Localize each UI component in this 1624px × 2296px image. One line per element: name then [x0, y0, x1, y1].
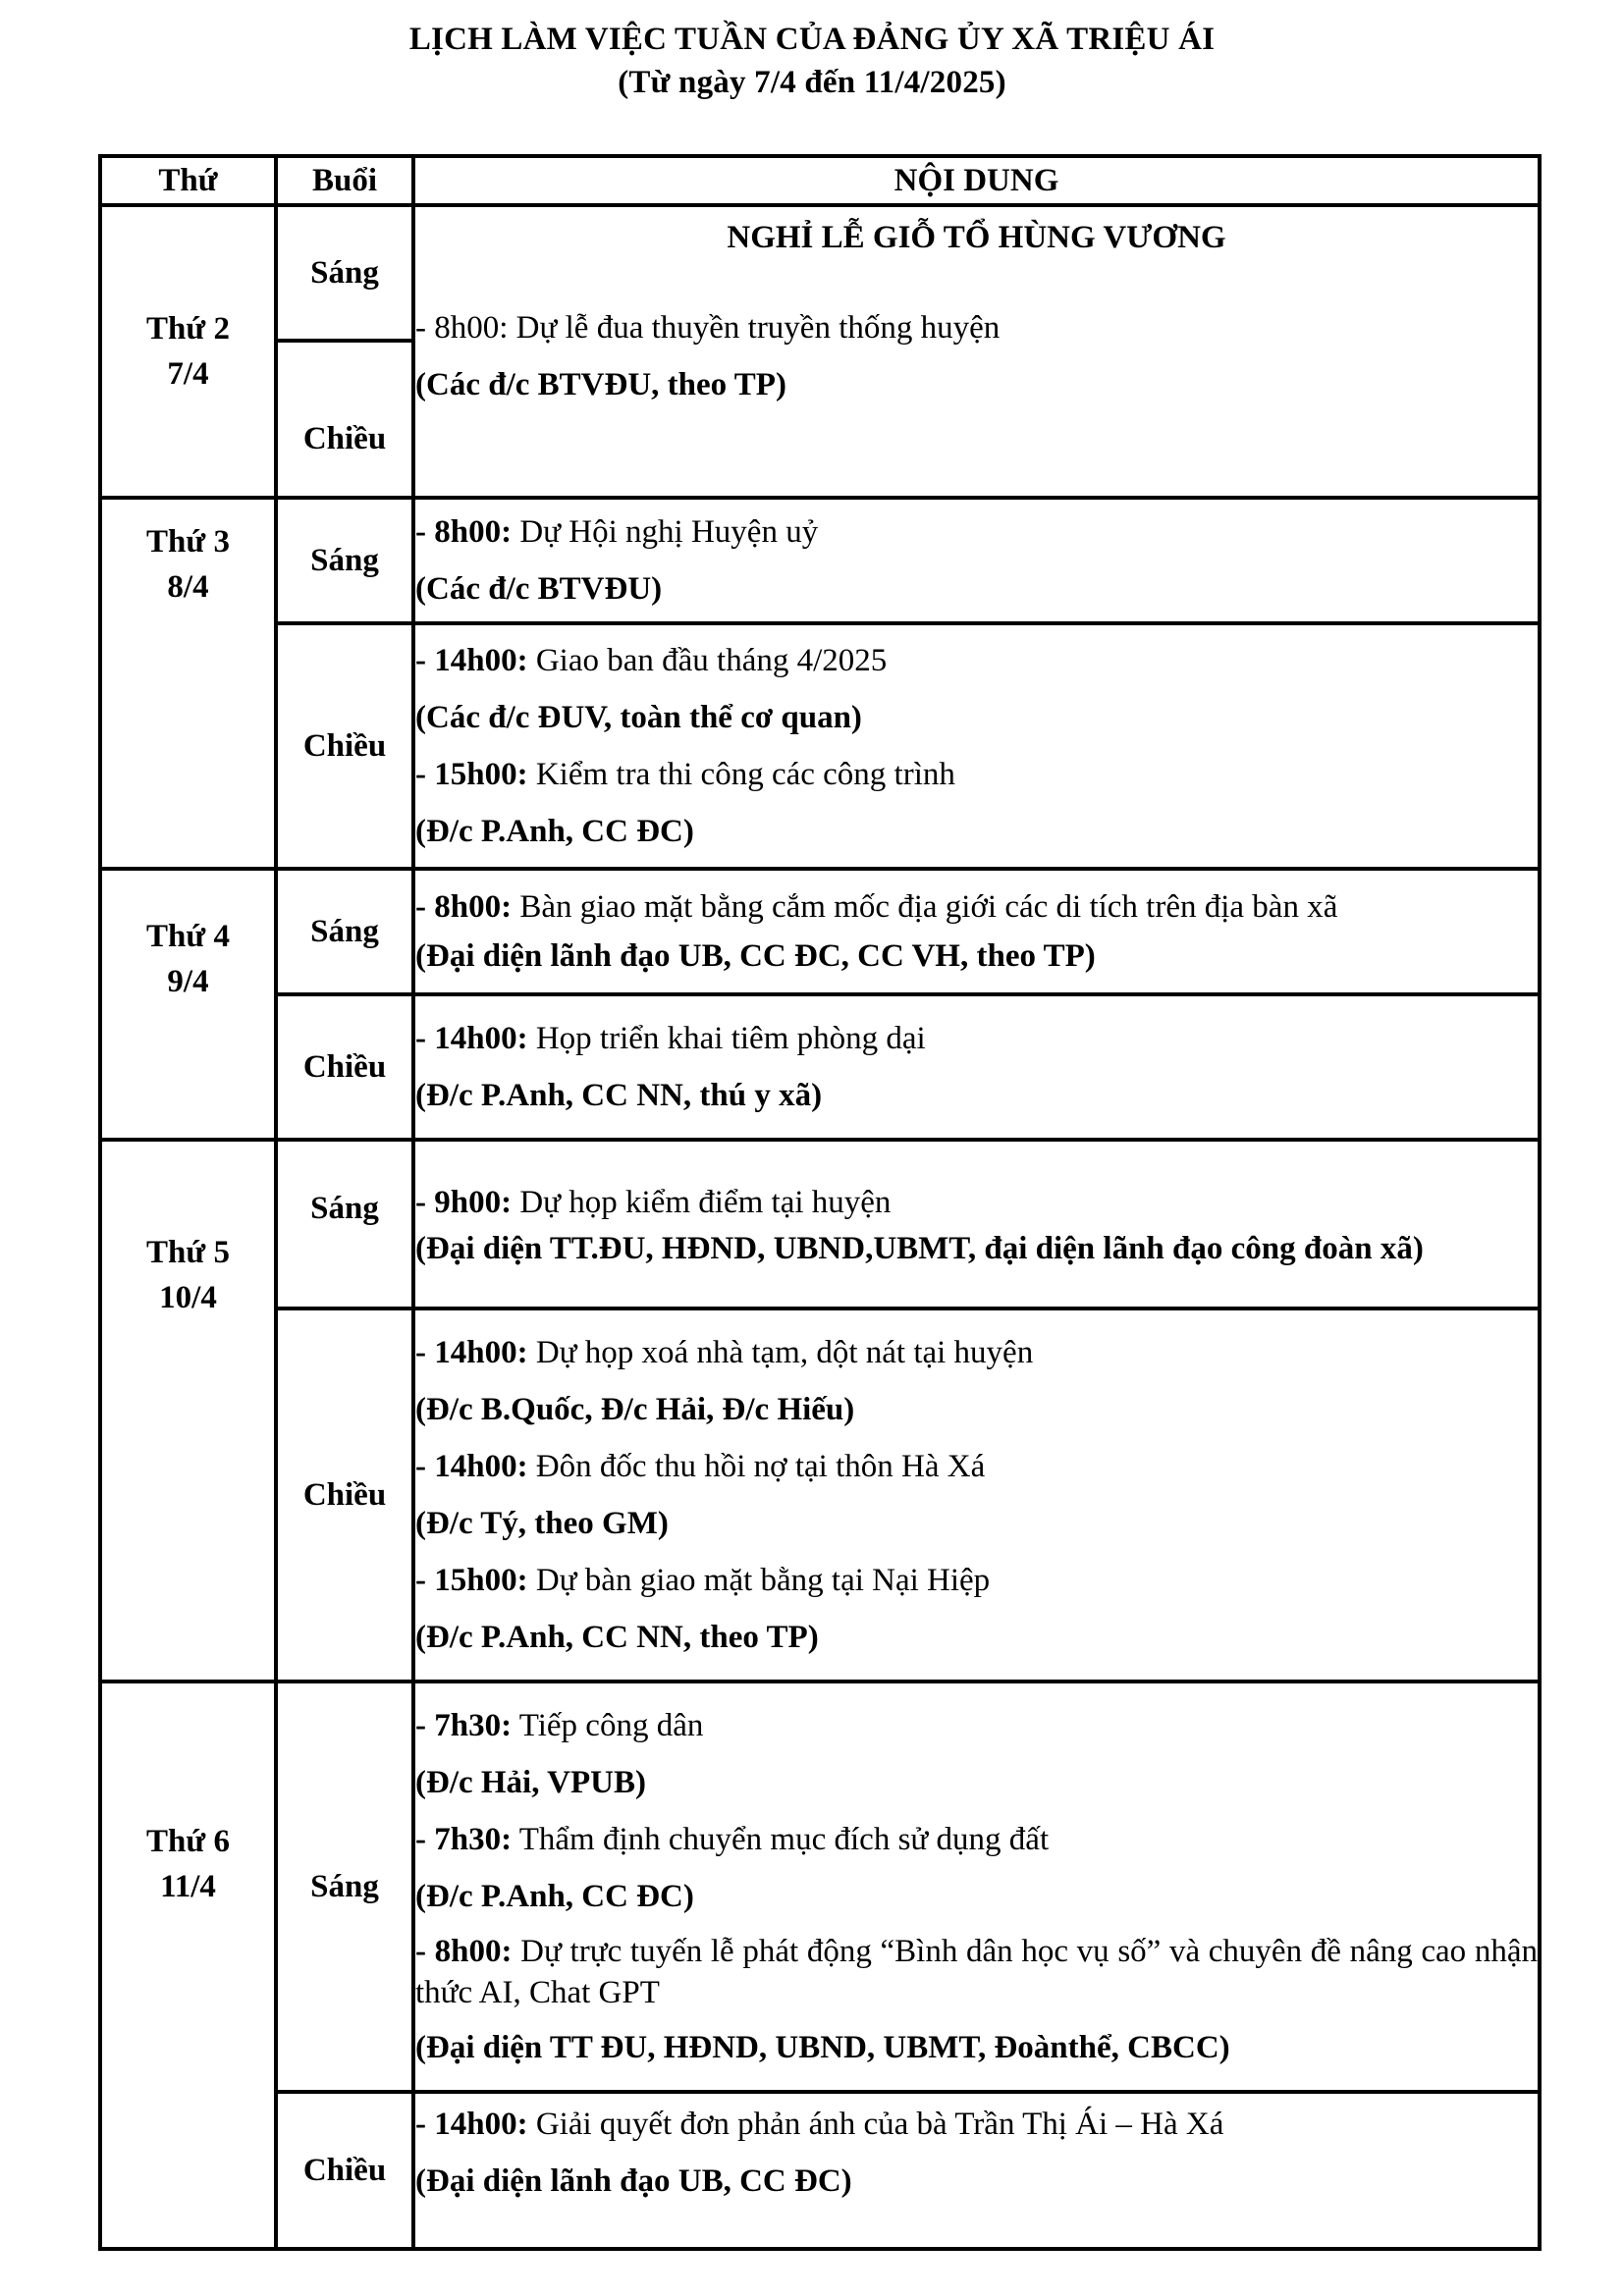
day-name: Thứ 3 [146, 524, 230, 560]
event-participants: (Đại diện lãnh đạo UB, CC ĐC, CC VH, theo TP) [415, 938, 1096, 974]
page-title: LỊCH LÀM VIỆC TUẦN CỦA ĐẢNG ỦY XÃ TRIỆU ÁI [408, 22, 1216, 57]
table-row [100, 994, 1540, 1140]
day-date: 11/4 [160, 1869, 216, 1904]
content-cell [413, 869, 1540, 994]
event-text: Dự trực tuyến lễ phát động “Bình dân học vụ số” và chuyên đề nâng cao nhận thức AI, Chat GPT [415, 1934, 1538, 2010]
event-time: - 15h00: [415, 757, 528, 792]
content-cell [413, 498, 1540, 623]
event-text: Dự họp xoá nhà tạm, dột nát tại huyện [527, 1335, 1034, 1370]
event-time: - 9h00: [415, 1185, 513, 1220]
day-cell [100, 205, 276, 498]
event-time: - 14h00: [415, 2107, 528, 2142]
session-afternoon: Chiều [276, 341, 413, 498]
day-cell [100, 498, 276, 869]
event-participants: (Đ/c Tý, theo GM) [415, 1506, 669, 1541]
session-morning: Sáng [276, 1140, 413, 1308]
event-participants: (Các đ/c BTVĐU) [415, 571, 663, 607]
event-participants: (Đại diện TT.ĐU, HĐND, UBND,UBMT, đại diện lãnh đạo công đoàn xã) [415, 1231, 1424, 1266]
event-participants: (Đ/c P.Anh, CC NN, thú y xã) [415, 1078, 823, 1113]
event-text: Bàn giao mặt bằng cắm mốc địa giới các di tích trên địa bàn xã [512, 889, 1338, 925]
event-text: Dự Hội nghị Huyện uỷ [512, 514, 819, 550]
table-row [100, 2092, 1540, 2249]
table-row [100, 623, 1540, 869]
day-date: 7/4 [167, 356, 209, 392]
holiday-text: NGHỈ LỄ GIỖ TỔ HÙNG VƯƠNG [727, 220, 1226, 255]
event-time: - 14h00: [415, 1335, 528, 1370]
day-name: Thứ 5 [146, 1235, 230, 1270]
schedule-table [98, 154, 1542, 2251]
event-participants: (Đại diện lãnh đạo UB, CC ĐC) [415, 2163, 852, 2199]
table-row [100, 498, 1540, 623]
table-row [100, 1140, 1540, 1308]
event-participants: (Đ/c P.Anh, CC NN, theo TP) [415, 1620, 819, 1655]
event-text: Dự bàn giao mặt bằng tại Nại Hiệp [527, 1563, 991, 1598]
table-row [100, 205, 1540, 341]
session-morning: Sáng [276, 869, 413, 994]
day-name: Thứ 2 [146, 311, 230, 347]
event-participants: (Đ/c Hải, VPUB) [415, 1765, 646, 1800]
event-time: - 8h00: [415, 889, 513, 925]
day-date: 8/4 [167, 569, 209, 605]
content-cell [413, 205, 1540, 498]
table-row [100, 869, 1540, 994]
table-row [100, 1308, 1540, 1682]
session-afternoon: Chiều [276, 2092, 413, 2249]
event-text: Đôn đốc thu hồi nợ tại thôn Hà Xá [527, 1449, 986, 1484]
session-afternoon: Chiều [276, 1308, 413, 1682]
session-morning: Sáng [276, 205, 413, 341]
event-participants: (Các đ/c ĐUV, toàn thể cơ quan) [415, 700, 862, 735]
event-participants: (Đ/c P.Anh, CC ĐC) [415, 1879, 694, 1914]
session-afternoon: Chiều [276, 994, 413, 1140]
content-cell [413, 1308, 1540, 1682]
event-time: - 14h00: [415, 1449, 528, 1484]
event-participants: (Đ/c P.Anh, CC ĐC) [415, 814, 694, 849]
content-cell [413, 1682, 1540, 2092]
day-cell [100, 1682, 276, 2249]
header-content: NỘI DUNG [413, 156, 1540, 205]
page-subtitle: (Từ ngày 7/4 đến 11/4/2025) [618, 65, 1006, 100]
event-time: - 8h00: [415, 514, 513, 550]
event-time: - 14h00: [415, 1021, 528, 1056]
event-text: Thẩm định chuyển mục đích sử dụng đất [512, 1822, 1050, 1857]
event-text: Dự họp kiểm điểm tại huyện [512, 1185, 892, 1220]
header-session: Buổi [276, 156, 413, 205]
header-row [100, 156, 1540, 205]
day-date: 10/4 [159, 1280, 217, 1315]
event-time: - 14h00: [415, 643, 528, 678]
table-row [100, 1682, 1540, 2092]
day-name: Thứ 4 [146, 919, 230, 954]
content-cell [413, 623, 1540, 869]
event-participants: (Đại diện TT ĐU, HĐND, UBND, UBMT, Đoànthể, CBCC) [415, 2030, 1230, 2065]
day-date: 9/4 [167, 964, 209, 999]
event-time: - 15h00: [415, 1563, 528, 1598]
session-morning: Sáng [276, 498, 413, 623]
content-cell [413, 2092, 1540, 2249]
event-text: Kiểm tra thi công các công trình [527, 757, 955, 792]
event-time: - 7h30: [415, 1822, 513, 1857]
content-cell [413, 1140, 1540, 1308]
event-time: - 8h00: [415, 1934, 513, 1969]
event-text: Tiếp công dân [512, 1708, 704, 1743]
day-cell [100, 1140, 276, 1682]
content-cell [413, 994, 1540, 1140]
event-text: Họp triển khai tiêm phòng dại [527, 1021, 926, 1056]
event-participants: (Đ/c B.Quốc, Đ/c Hải, Đ/c Hiếu) [415, 1392, 855, 1427]
event-text: Giải quyết đơn phản ánh của bà Trần Thị Ái – Hà Xá [527, 2107, 1224, 2142]
day-name: Thứ 6 [146, 1824, 230, 1859]
event-participants: (Các đ/c BTVĐU, theo TP) [415, 367, 786, 402]
event-time: - 7h30: [415, 1708, 513, 1743]
event-text: - 8h00: Dự lễ đua thuyền truyền thống huyện [415, 310, 1001, 346]
session-afternoon: Chiều [276, 623, 413, 869]
event-text: Giao ban đầu tháng 4/2025 [527, 643, 888, 678]
day-cell [100, 869, 276, 1140]
header-day: Thứ [100, 156, 276, 205]
session-morning: Sáng [276, 1682, 413, 2092]
